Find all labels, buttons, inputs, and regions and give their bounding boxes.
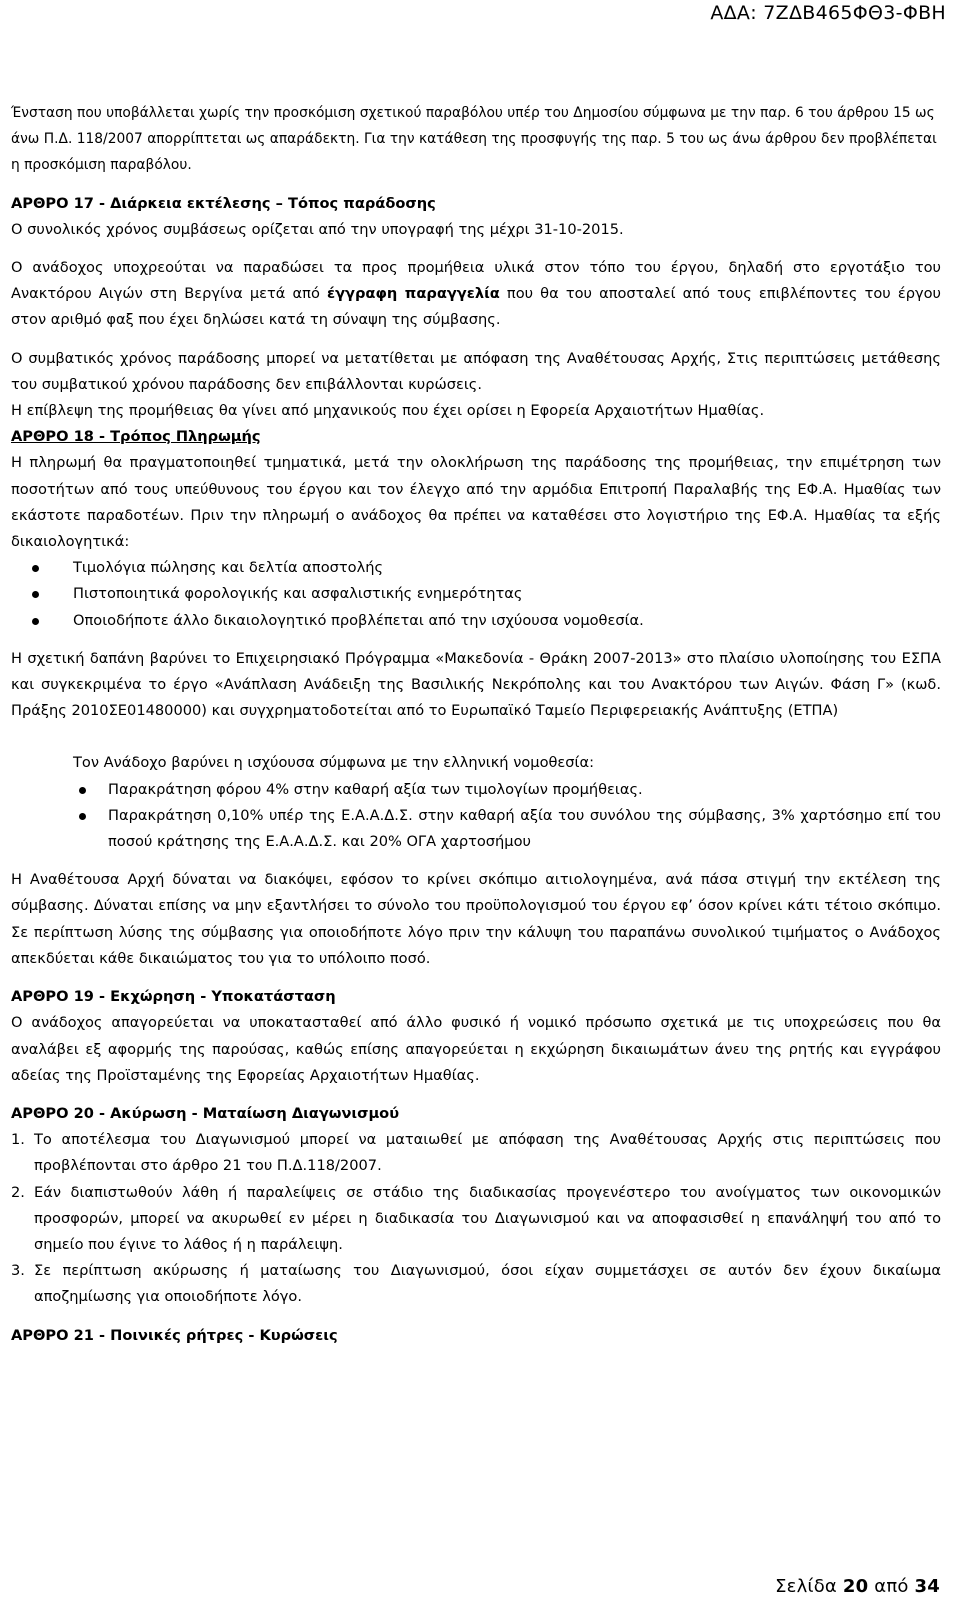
article-18-paragraph-3: Τον Ανάδοχο βαρύνει η ισχύουσα σύμφωνα με την ελληνική νομοθεσία: <box>73 754 595 772</box>
article-18-heading: ΑΡΘΡΟ 18 - Τρόπος Πληρωμής <box>11 428 261 446</box>
deductions-list <box>11 777 941 856</box>
cancellation-list <box>11 1127 941 1310</box>
article-18-paragraph-2: Η σχετική δαπάνη βαρύνει το Επιχειρησιακό Πρόγραμμα «Μακεδονία - Θράκη 2007-2013» στο πλαίσιο υλοποίησης του ΕΣΠΑ και συγκεκριμένα το έργο «Ανάπλαση Ανάδειξη της Βασιλικής Νεκρόπολης και του Ανακτόρου των Αιγών. Φάση Γ» (κωδ. Πράξης 2010ΣΕ01480000) και συγχρηματοδοτείται από το Ευρωπαϊκό Ταμείο Περιφερειακής Ανάπτυξης (ΕΤΠΑ) <box>11 649 941 720</box>
page-of-label: από <box>868 1576 915 1597</box>
article-17-paragraph-1: Ο συνολικός χρόνος συμβάσεως ορίζεται από την υπογραφή της μέχρι 31-10-2015. <box>11 220 624 238</box>
intro-paragraph: Ένσταση που υποβάλλεται χωρίς την προσκόμιση σχετικού παραβόλου υπέρ του Δημοσίου σύμφωνα με την παρ. 6 του άρθρου 15 ως άνω Π.Δ. 118/2007 απορρίπτεται ως απαράδεκτη. Για την κατάθεση της προσφυγής της παρ. 5 του ως άνω άρθρου δεν προβλέπεται η προσκόμιση παραβόλου. <box>11 105 937 174</box>
text-run: Ο ανάδοχος υποχρεούται να παραδώσει τα προς προμήθεια υλικά στον τόπο του έργου, δηλαδή στο εργοτάξιο του Ανακτόρου Αιγών στη Βεργίνα μετά από <box>11 259 941 303</box>
item-number: 3. <box>11 1262 25 1280</box>
list-item <box>11 1180 941 1259</box>
article-17-paragraph-2 <box>11 255 941 334</box>
list-item <box>11 1127 941 1179</box>
list-item: Παρακράτηση φόρου 4% στην καθαρή αξία των τιμολογίων προμήθειας. <box>73 777 941 803</box>
text-run: που θα του αποσταλεί από τους επιβλέποντες του έργου στον αριθμό φαξ που έχει δηλώσει κατά τη σύναψη της σύμβασης. <box>11 285 942 329</box>
article-19-paragraph-1: Ο ανάδοχος απαγορεύεται να υποκατασταθεί από άλλο φυσικό ή νομικό πρόσωπο σχετικά με τις υποχρεώσεις που θα αναλάβει εξ αφορμής της παρούσας, καθώς επίσης απαγορεύεται η εκχώρηση δικαιωμάτων άνευ της ρητής και εγγράφου αδείας της Προϊσταμένης της Εφορείας Αρχαιοτήτων Ημαθίας. <box>11 1014 941 1084</box>
ada-code: ΑΔΑ: 7ΖΔΒ465ΦΘ3-ΦΒΗ <box>710 2 946 24</box>
list-item: Πιστοποιητικά φορολογικής και ασφαλιστικής ενημερότητας <box>11 581 941 607</box>
item-number: 2. <box>11 1183 25 1201</box>
list-item: Οποιοδήποτε άλλο δικαιολογητικό προβλέπεται από την ισχύουσα νομοθεσία. <box>11 608 941 634</box>
article-20-heading: ΑΡΘΡΟ 20 - Ακύρωση - Ματαίωση Διαγωνισμού <box>11 1104 400 1122</box>
item-text: Εάν διαπιστωθούν λάθη ή παραλείψεις σε στάδιο της διαδικασίας προγενέστερο του ανοίγματος των οικονομικών προσφορών, μπορεί να ακυρωθεί εν μέρει η διαδικασία του Διαγωνισμού και να αποφασισθεί η επανάληψή του από το σημείο που έγινε το λάθος ή η παράλειψη. <box>34 1183 941 1253</box>
item-text: Σε περίπτωση ακύρωσης ή ματαίωσης του Διαγωνισμού, όσοι είχαν συμμετάσχει σε αυτόν δεν έχουν δικαίωμα αποζημίωσης για οποιοδήποτε λόγο. <box>34 1262 941 1306</box>
current-page: 20 <box>842 1576 869 1597</box>
item-text: Το αποτέλεσμα του Διαγωνισμού μπορεί να ματαιωθεί με απόφαση της Αναθέτουσας Αρχής στις περιπτώσεις που προβλέπονται στο άρθρο 21 του Π.Δ.118/2007. <box>34 1131 941 1175</box>
documents-list <box>11 555 941 634</box>
article-17-paragraph-4: Η επίβλεψη της προμήθειας θα γίνει από μηχανικούς που έχει ορίσει η Εφορεία Αρχαιοτήτων Ημαθίας. <box>11 402 765 420</box>
article-21-heading: ΑΡΘΡΟ 21 - Ποινικές ρήτρες - Κυρώσεις <box>11 1326 338 1344</box>
document-body <box>11 100 941 1349</box>
total-pages: 34 <box>914 1576 940 1597</box>
article-17-heading: ΑΡΘΡΟ 17 - Διάρκεια εκτέλεσης – Τόπος παράδοσης <box>11 194 436 212</box>
list-item: Παρακράτηση 0,10% υπέρ της Ε.Α.Α.Δ.Σ. στην καθαρή αξία του συνόλου της σύμβασης, 3% χαρτόσημο επί του ποσού κράτησης της Ε.Α.Α.Δ.Σ. και 20% ΟΓΑ χαρτοσήμου <box>73 803 941 855</box>
article-18-paragraph-4: Η Αναθέτουσα Αρχή δύναται να διακόψει, εφόσον το κρίνει σκόπιμο αιτιολογημένα, ανά πάσα στιγμή την εκτέλεση της σύμβασης. Δύναται επίσης να μην εξαντλήσει το σύνολο του προϋπολογισμού του έργου εφ’ όσον κρίνει κάτι τέτοιο σκόπιμο. Σε περίπτωση λύσης της σύμβασης για οποιοδήποτε λόγο πριν την κάλυψη του παραπάνω συνολικού τιμήματος ο Ανάδοχος απεκδύεται κάθε δικαιώματος του για το υπόλοιπο ποσό. <box>11 871 941 967</box>
list-item: Τιμολόγια πώλησης και δελτία αποστολής <box>11 555 941 581</box>
page-label: Σελίδα <box>775 1576 843 1597</box>
article-18-paragraph-1: Η πληρωμή θα πραγματοποιηθεί τμηματικά, μετά την ολοκλήρωση της παράδοσης της προμήθειας, την επιμέτρηση των ποσοτήτων από τους υπεύθυνους του έργου και τον έλεγχο από την αρμόδια Επιτροπή Παραλαβής της ΕΦ.Α. Ημαθίας των εκάστοτε παραδοτέων. Πριν την πληρωμή ο ανάδοχος θα πρέπει να καταθέσει στο λογιστήριο της ΕΦ.Α. Ημαθίας τα εξής δικαιολογητικά: <box>11 454 941 551</box>
article-19-heading: ΑΡΘΡΟ 19 - Εκχώρηση - Υποκατάσταση <box>11 988 336 1006</box>
list-item <box>11 1258 941 1310</box>
item-number: 1. <box>11 1131 25 1149</box>
bold-run: έγγραφη παραγγελία <box>326 285 500 303</box>
page-number <box>775 1576 940 1597</box>
article-17-paragraph-3: Ο συμβατικός χρόνος παράδοσης μπορεί να μετατίθεται με απόφαση της Αναθέτουσας Αρχής, Στις περιπτώσεις μετάθεσης του συμβατικού χρόνου παράδοσης δεν επιβάλλονται κυρώσεις. <box>11 349 941 393</box>
